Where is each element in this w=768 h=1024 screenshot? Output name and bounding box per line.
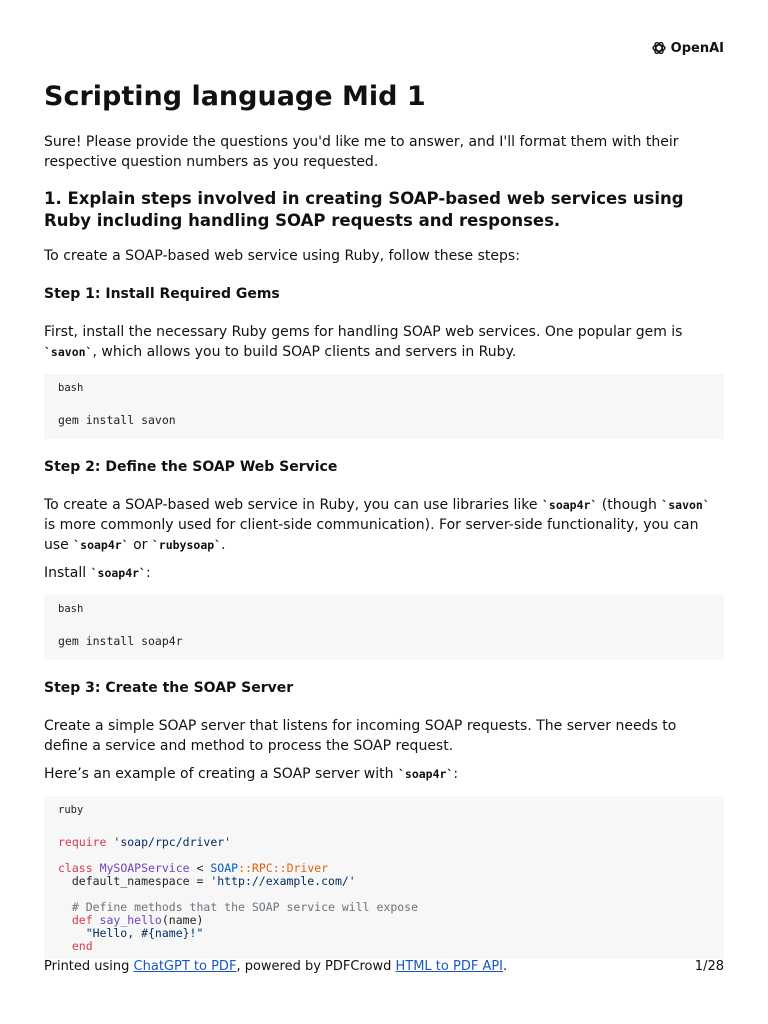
step1-heading: Step 1: Install Required Gems [44,286,280,302]
inline-code: `soap4r` [90,566,146,580]
inline-code: `soap4r` [73,538,129,552]
code-language-label: ruby [58,804,84,816]
code-content: gem install savon [58,413,176,427]
code-content: gem install soap4r [58,634,183,648]
inline-code: `savon` [661,498,710,512]
openai-logo-icon [651,40,667,56]
html-to-pdf-api-link[interactable]: HTML to PDF API [395,959,504,974]
chatgpt-to-pdf-link[interactable]: ChatGPT to PDF [133,959,237,974]
inline-code: `rubysoap` [151,538,222,552]
code-language-label: bash [58,382,84,394]
step2-paragraph: To create a SOAP-based web service in Ruby, you can use libraries like `soap4r` (though `savon` is more commonly used for client-side communication). For server-side functionality, you can use `soap4r` or `rubysoap`. [44,497,710,553]
page-footer [44,959,724,974]
step2-install-paragraph: Install `soap4r`: [44,565,151,581]
question-heading: 1. Explain steps involved in creating SOAP-based web services using Ruby including handling SOAP requests and responses. [44,189,684,230]
page-number: 1/28 [694,959,724,974]
step3-example-paragraph: Here’s an example of creating a SOAP server with `soap4r`: [44,766,459,782]
inline-code: `savon` [44,345,93,359]
step3-paragraph: Create a simple SOAP server that listens for incoming SOAP requests. The server needs to define a service and method to process the SOAP request. [44,718,677,754]
brand-name: OpenAI [670,40,724,56]
openai-brand [651,40,724,56]
intro-paragraph: Sure! Please provide the questions you'd like me to answer, and I'll format them with their respective question numbers as you requested. [44,134,679,170]
inline-code: `soap4r` [397,767,454,781]
code-block-bash-1[interactable] [44,374,724,439]
code-block-ruby[interactable] [44,796,724,959]
inline-code: `soap4r` [541,498,598,512]
step3-heading: Step 3: Create the SOAP Server [44,680,294,696]
step1-paragraph: First, install the necessary Ruby gems for handling SOAP web services. One popular gem is `savon`, which allows you to build SOAP clients and servers in Ruby. [44,324,683,360]
step2-heading: Step 2: Define the SOAP Web Service [44,459,338,475]
lead-paragraph: To create a SOAP-based web service using Ruby, follow these steps: [44,248,520,264]
code-block-bash-2[interactable] [44,595,724,660]
code-language-label: bash [58,603,84,615]
document-body [44,80,724,959]
footer-credits: Printed using ChatGPT to PDF, powered by PDFCrowd HTML to PDF API. [44,959,508,974]
code-content: require 'soap/rpc/driver' class MySOAPService < SOAP::RPC::Driver default_namespace = 'http://example.com/' # Define methods that the SOAP service will expose def say_hello(name) "Hello, #{name}!" end [58,835,419,953]
page-title: Scripting language Mid 1 [44,81,426,112]
